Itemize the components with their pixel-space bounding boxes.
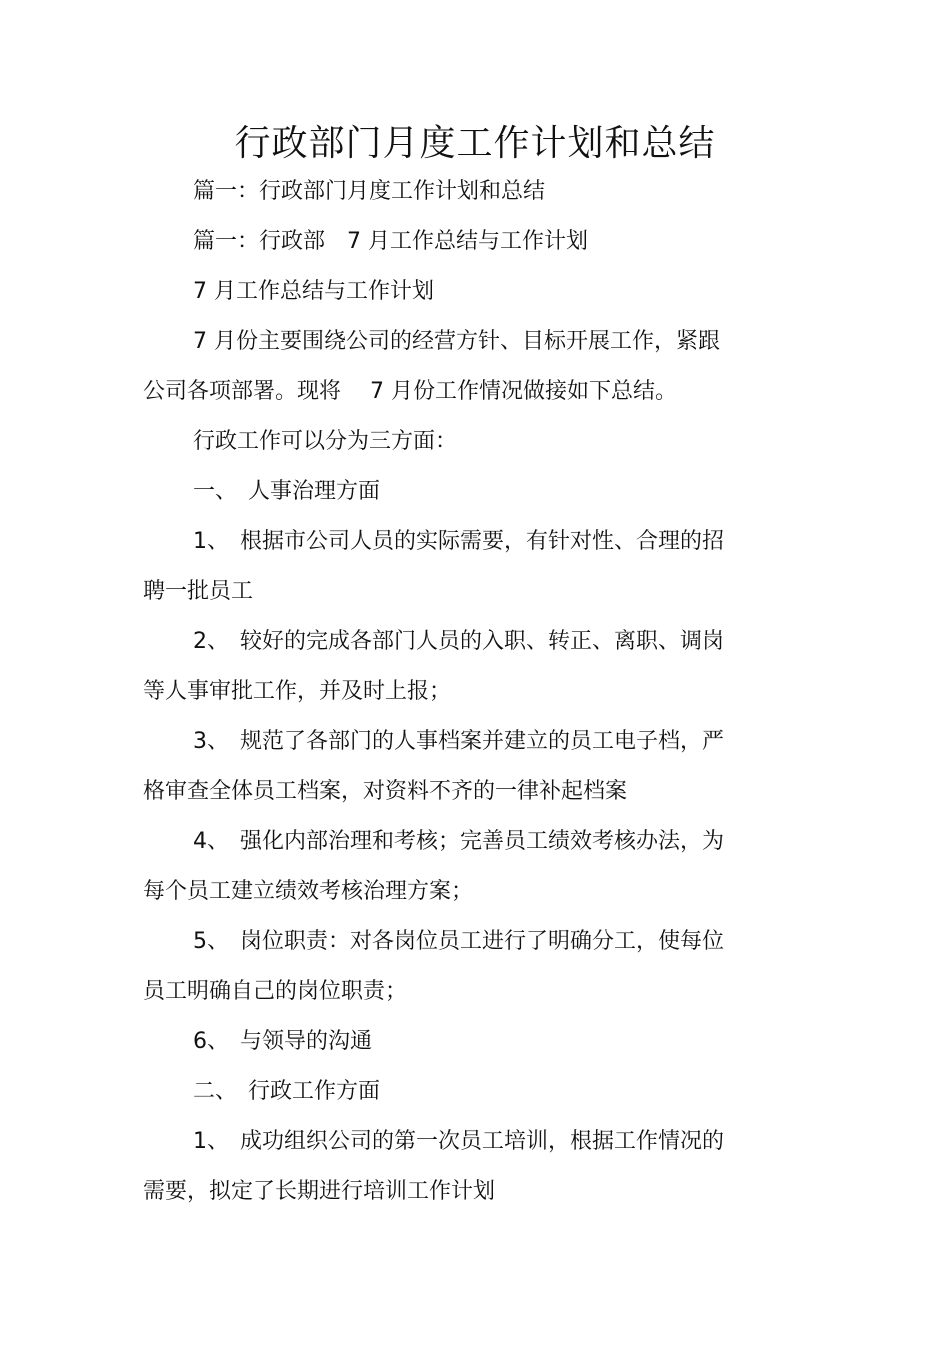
section-heading: 篇一：行政部 7 月工作总结与工作计划 bbox=[193, 229, 588, 254]
list-item-line: 等人事审批工作，并及时上报； bbox=[143, 679, 452, 704]
list-item-line: 2、 较好的完成各部门人员的入职、转正、离职、调岗 bbox=[193, 629, 724, 654]
list-item-line: 3、 规范了各部门的人事档案并建立的员工电子档，严 bbox=[193, 729, 724, 754]
list-item-line: 员工明确自己的岗位职责； bbox=[143, 979, 408, 1004]
document-title: 行政部门月度工作计划和总结 bbox=[234, 123, 716, 164]
section-heading: 二、 行政工作方面 bbox=[193, 1079, 381, 1104]
paragraph-line: 公司各项部署。现将 7 月份工作情况做接如下总结。 bbox=[143, 379, 677, 404]
subtitle-line: 篇一：行政部门月度工作计划和总结 bbox=[193, 179, 546, 204]
section-heading: 7 月工作总结与工作计划 bbox=[193, 279, 434, 304]
list-item-line: 1、 根据市公司人员的实际需要，有针对性、合理的招 bbox=[193, 529, 724, 554]
list-item-line: 6、 与领导的沟通 bbox=[193, 1029, 372, 1054]
list-item-line: 每个员工建立绩效考核治理方案； bbox=[143, 879, 474, 904]
paragraph-line: 7 月份主要围绕公司的经营方针、目标开展工作，紧跟 bbox=[193, 329, 720, 354]
section-heading: 一、 人事治理方面 bbox=[193, 479, 381, 504]
list-item-line: 4、 强化内部治理和考核；完善员工绩效考核办法，为 bbox=[193, 829, 724, 854]
list-item-line: 5、 岗位职责：对各岗位员工进行了明确分工，使每位 bbox=[193, 929, 724, 954]
list-item-line: 聘一批员工 bbox=[143, 579, 254, 604]
list-item-line: 格审查全体员工档案，对资料不齐的一律补起档案 bbox=[143, 779, 628, 804]
list-item-line: 需要，拟定了长期进行培训工作计划 bbox=[143, 1179, 496, 1204]
paragraph-line: 行政工作可以分为三方面： bbox=[193, 429, 458, 454]
list-item-line: 1、 成功组织公司的第一次员工培训，根据工作情况的 bbox=[193, 1129, 724, 1154]
